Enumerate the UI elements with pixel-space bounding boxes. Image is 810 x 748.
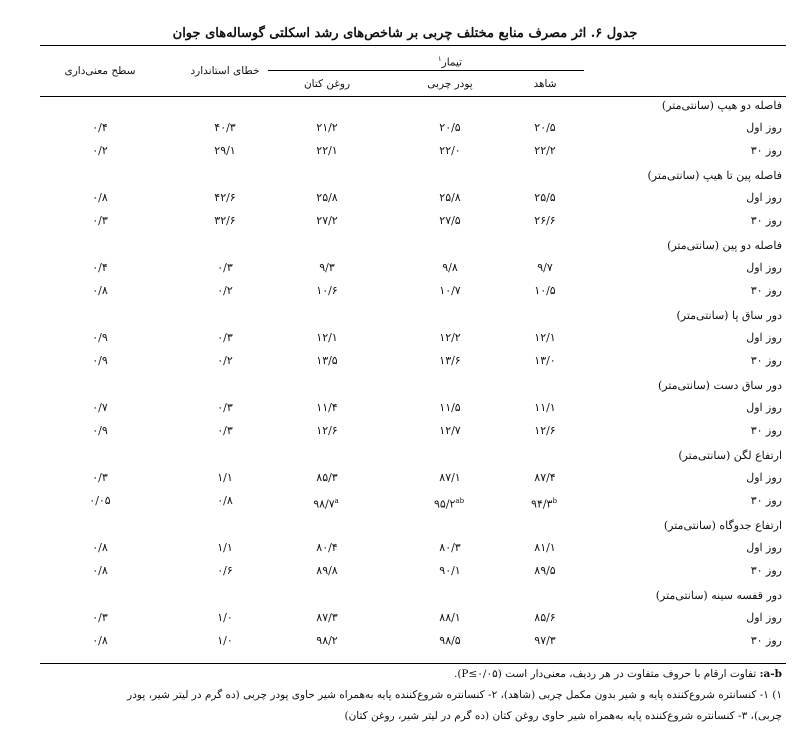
cell-sem: ۱/۰: [217, 634, 233, 647]
cell-linseed-oil: ۸۹/۸: [316, 564, 338, 577]
cell-linseed-oil: ۲۱/۲: [316, 121, 338, 134]
cell-fat-powder: $۹۵/۲^{ab}$: [433, 497, 465, 511]
cell-linseed-oil: ۸۵/۳: [316, 471, 338, 484]
cell-sem: ۱/۱: [217, 471, 233, 484]
footnote-treatments-line2: چربی)، ۳- کنسانتره شروع‌کننده پایه به‌همراه شیر حاوی روغن کتان (ده گرم در لیتر شیر، روغن کتان): [344, 710, 782, 722]
row-label: روز اول: [746, 611, 782, 624]
cell-fat-powder: ۸۰/۳: [439, 541, 461, 554]
cell-pvalue: ۰/۴: [92, 261, 108, 274]
row-label: روز اول: [746, 191, 782, 204]
cell-sem: ۲۹/۱: [214, 144, 236, 157]
cell-sem: ۱/۰: [217, 611, 233, 624]
cell-control: ۹۴/۳$^b$: [531, 497, 557, 511]
cell-linseed-oil: ۲۲/۱: [316, 144, 338, 157]
cell-control: ۸۵/۶: [534, 611, 556, 624]
group-title: فاصله دو پین (سانتی‌متر): [667, 239, 782, 252]
cell-pvalue: ۰/۳: [92, 611, 108, 624]
cell-pvalue: ۰/۳: [92, 471, 108, 484]
group-title: دور قفسه سینه (سانتی‌متر): [655, 589, 782, 602]
group-title: دور ساق دست (سانتی‌متر): [657, 379, 782, 392]
cell-control: ۲۲/۲: [534, 144, 556, 157]
cell-sem: ۰/۳: [217, 261, 233, 274]
fat-powder-header: پودر چربی: [427, 78, 473, 90]
top-rule: [40, 45, 786, 46]
cell-linseed-oil: ۱۲/۱: [316, 331, 338, 344]
cell-pvalue: ۰/۸: [92, 634, 108, 647]
cell-pvalue: ۰/۹: [92, 424, 108, 437]
pvalue-header: سطح معنی‌داری: [64, 65, 136, 77]
treatment-header: تیمار$^۱$: [437, 55, 463, 69]
cell-linseed-oil: ۸۰/۴: [316, 541, 338, 554]
cell-control: ۱۳/۰: [534, 354, 556, 367]
group-title: فاصله پین تا هیپ (سانتی‌متر): [647, 169, 782, 182]
cell-pvalue: ۰/۸: [92, 191, 108, 204]
header-rule: [40, 96, 786, 97]
cell-pvalue: ۰/۹: [92, 331, 108, 344]
cell-pvalue: ۰/۳: [92, 214, 108, 227]
row-label: روز ۳۰: [750, 494, 782, 507]
cell-sem: ۰/۸: [217, 494, 233, 507]
cell-pvalue: ۰/۰۵: [89, 494, 111, 507]
cell-fat-powder: ۸۷/۱: [439, 471, 461, 484]
cell-fat-powder: ۹۰/۱: [439, 564, 461, 577]
row-label: روز ۳۰: [750, 424, 782, 437]
cell-fat-powder: ۲۵/۸: [439, 191, 461, 204]
cell-control: ۱۰/۵: [534, 284, 556, 297]
cell-sem: ۳۲/۶: [214, 214, 236, 227]
linseed-oil-header: روغن کتان: [303, 78, 351, 90]
cell-pvalue: ۰/۸: [92, 284, 108, 297]
cell-sem: ۰/۲: [217, 354, 233, 367]
cell-sem: ۰/۲: [217, 284, 233, 297]
cell-sem: ۰/۳: [217, 401, 233, 414]
cell-sem: ۰/۳: [217, 424, 233, 437]
row-label: روز ۳۰: [750, 284, 782, 297]
cell-sem: ۰/۳: [217, 331, 233, 344]
cell-fat-powder: ۹۸/۵: [439, 634, 461, 647]
row-label: روز ۳۰: [750, 214, 782, 227]
cell-linseed-oil: ۲۷/۲: [316, 214, 338, 227]
cell-control: ۲۰/۵: [534, 121, 556, 134]
cell-linseed-oil: ۹۸/۷$^a$: [313, 497, 339, 511]
cell-fat-powder: ۲۷/۵: [439, 214, 461, 227]
cell-pvalue: ۰/۴: [92, 121, 108, 134]
cell-pvalue: ۰/۸: [92, 541, 108, 554]
row-label: روز اول: [746, 261, 782, 274]
treatment-subrule: [268, 70, 584, 71]
cell-sem: ۴۲/۶: [214, 191, 236, 204]
cell-pvalue: ۰/۸: [92, 564, 108, 577]
control-header: شاهد: [533, 78, 557, 90]
cell-control: ۹/۷: [537, 261, 553, 274]
row-label: روز اول: [746, 121, 782, 134]
cell-linseed-oil: ۹۸/۲: [316, 634, 338, 647]
cell-fat-powder: ۱۲/۷: [439, 424, 461, 437]
cell-fat-powder: ۲۰/۵: [439, 121, 461, 134]
cell-linseed-oil: ۱۱/۴: [316, 401, 338, 414]
cell-fat-powder: ۹/۸: [442, 261, 458, 274]
cell-fat-powder: ۸۸/۱: [439, 611, 461, 624]
sem-header: خطای استاندارد: [190, 65, 260, 77]
cell-fat-powder: ۱۱/۵: [439, 401, 461, 414]
row-label: روز اول: [746, 541, 782, 554]
cell-control: ۹۷/۳: [534, 634, 556, 647]
row-label: روز اول: [746, 401, 782, 414]
group-title: ارتفاع جدوگاه (سانتی‌متر): [663, 519, 782, 532]
cell-control: ۱۲/۶: [534, 424, 556, 437]
cell-control: ۲۵/۵: [534, 191, 556, 204]
cell-fat-powder: ۱۰/۷: [439, 284, 461, 297]
cell-linseed-oil: ۱۲/۶: [316, 424, 338, 437]
cell-fat-powder: ۱۲/۲: [439, 331, 461, 344]
group-title: فاصله دو هیپ (سانتی‌متر): [661, 99, 782, 112]
cell-fat-powder: ۱۳/۶: [439, 354, 461, 367]
cell-sem: ۱/۱: [217, 541, 233, 554]
cell-fat-powder: ۲۲/۰: [439, 144, 461, 157]
cell-control: ۱۲/۱: [534, 331, 556, 344]
row-label: روز ۳۰: [750, 144, 782, 157]
row-label: روز اول: [746, 331, 782, 344]
group-title: ارتفاع لگن (سانتی‌متر): [678, 449, 782, 462]
cell-linseed-oil: ۱۳/۵: [316, 354, 338, 367]
cell-linseed-oil: ۱۰/۶: [316, 284, 338, 297]
cell-control: ۲۶/۶: [534, 214, 556, 227]
cell-linseed-oil: ۹/۳: [319, 261, 335, 274]
row-label: روز ۳۰: [750, 634, 782, 647]
cell-pvalue: ۰/۷: [92, 401, 108, 414]
footnote-significance: a-b: تفاوت ارقام با حروف متفاوت در هر ردیف، معنی‌دار است (P≤۰/۰۵).: [453, 668, 782, 680]
cell-sem: ۰/۶: [217, 564, 233, 577]
row-label: روز ۳۰: [750, 354, 782, 367]
cell-control: ۸۷/۴: [534, 471, 556, 484]
row-label: روز اول: [746, 471, 782, 484]
cell-control: ۸۱/۱: [534, 541, 556, 554]
cell-control: ۸۹/۵: [534, 564, 556, 577]
row-label: روز ۳۰: [750, 564, 782, 577]
footnote-treatments-line1: ۱) ۱- کنسانتره شروع‌کننده پایه و شیر بدون مکمل چربی (شاهد)، ۲- کنسانتره شروع‌کننده پایه به‌همراه شیر حاوی پودر چربی (ده گرم در لیتر شیر، پودر: [127, 689, 782, 701]
cell-linseed-oil: ۸۷/۳: [316, 611, 338, 624]
bottom-rule: [40, 663, 786, 664]
cell-pvalue: ۰/۲: [92, 144, 108, 157]
cell-sem: ۴۰/۳: [214, 121, 236, 134]
group-title: دور ساق پا (سانتی‌متر): [676, 309, 782, 322]
cell-linseed-oil: ۲۵/۸: [316, 191, 338, 204]
cell-control: ۱۱/۱: [534, 401, 556, 414]
table-title: جدول ۶. اثر مصرف منابع مختلف چربی بر شاخص‌های رشد اسکلتی گوساله‌های جوان: [172, 26, 638, 41]
cell-pvalue: ۰/۹: [92, 354, 108, 367]
